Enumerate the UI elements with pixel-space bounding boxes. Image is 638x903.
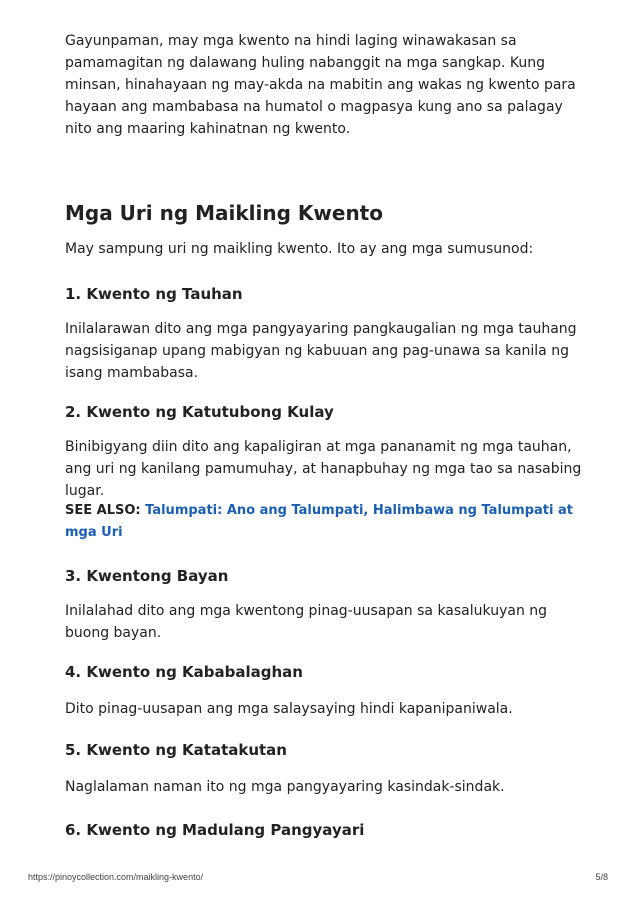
see-also-link[interactable]: Talumpati: Ano ang Talumpati, Halimbawa ng Talumpati at mga Uri bbox=[65, 503, 573, 540]
intro-paragraph: Gayunpaman, may mga kwento na hindi laging winawakasan sa pamamagitan ng dalawang huling nabanggit na mga sangkap. Kung minsan, hinahayaan ng may-akda na mabitin ang wakas ng kwento para hayaan ang mambabasa na humatol o magpasya kung ano sa palagay nito ang maaring kahinatnan ng kwento. bbox=[65, 33, 576, 137]
type-heading-4: 4. Kwento ng Kababalaghan bbox=[65, 663, 303, 681]
type-heading-5: 5. Kwento ng Katatakutan bbox=[65, 741, 287, 759]
type-text-5: Naglalaman naman ito ng mga pangyayaring kasindak-sindak. bbox=[65, 779, 505, 795]
type-text-3: Inilalahad dito ang mga kwentong pinag-uusapan sa kasalukuyan ng buong bayan. bbox=[65, 603, 548, 641]
type-heading-6: 6. Kwento ng Madulang Pangyayari bbox=[65, 821, 365, 839]
type-heading-2: 2. Kwento ng Katutubong Kulay bbox=[65, 403, 334, 421]
type-text-4: Dito pinag-uusapan ang mga salaysaying hindi kapanipaniwala. bbox=[65, 701, 513, 717]
footer-url: https://pinoycollection.com/maikling-kwento/ bbox=[28, 872, 204, 882]
type-text-1: Inilalarawan dito ang mga pangyayaring pangkaugalian ng mga tauhang nagsisiganap upang mabigyan ng kabuuan ang pag-unawa sa kanila ng isang mambabasa. bbox=[65, 321, 577, 381]
section-lead: May sampung uri ng maikling kwento. Ito ay ang mga sumusunod: bbox=[65, 241, 534, 257]
see-also-label: SEE ALSO: bbox=[65, 503, 141, 518]
type-heading-1: 1. Kwento ng Tauhan bbox=[65, 285, 243, 303]
type-text-2: Binibigyang diin dito ang kapaligiran at mga pananamit ng mga tauhan, ang uri ng kanilang pamumuhay, at hanapbuhay ng mga tao sa nasabing lugar. bbox=[65, 439, 582, 499]
section-title: Mga Uri ng Maikling Kwento bbox=[65, 201, 383, 225]
footer-page-number: 5/8 bbox=[595, 872, 608, 882]
type-heading-3: 3. Kwentong Bayan bbox=[65, 567, 229, 585]
see-also bbox=[65, 500, 585, 544]
